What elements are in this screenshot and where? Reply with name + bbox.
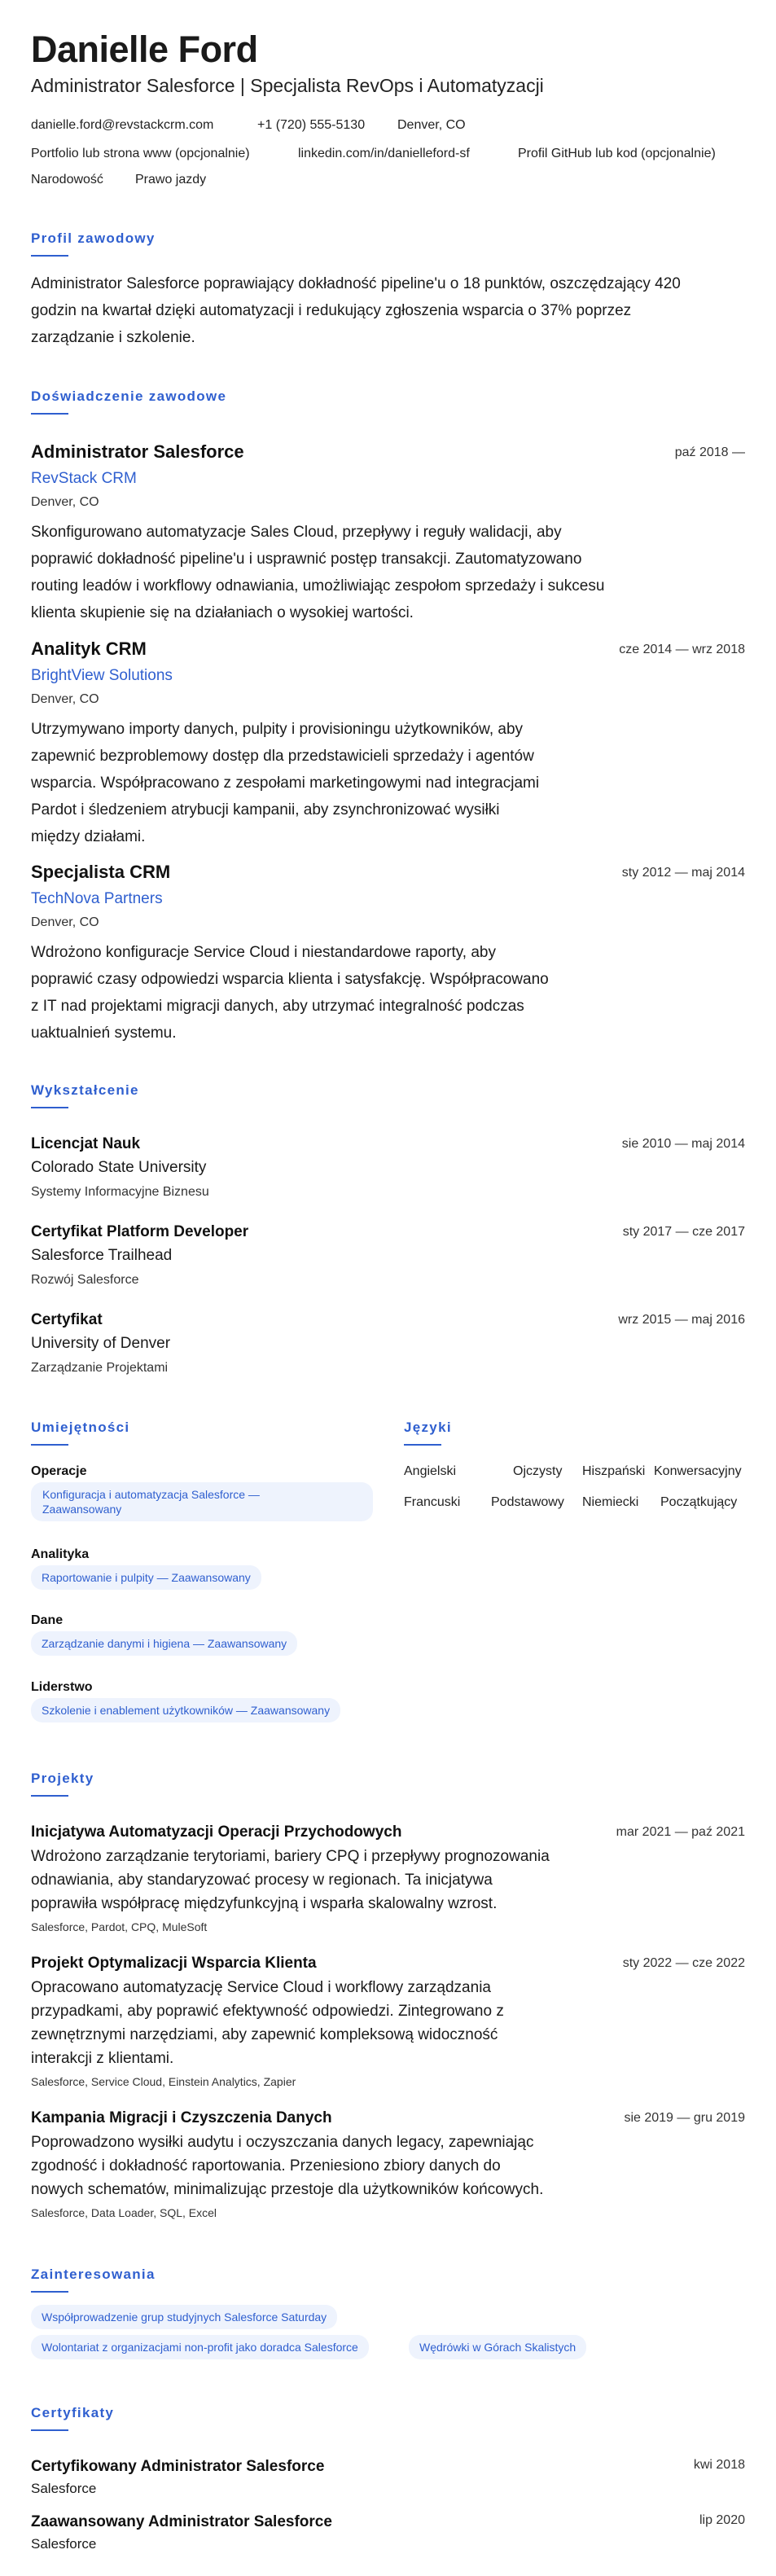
profile-line: godzin na kwartał dzięki automatyzacji i redukujący zgłoszenia wsparcia o 37% poprzez: [31, 302, 632, 319]
certificate-date: kwi 2018: [693, 2458, 745, 2472]
job-title: Administrator Salesforce: [31, 441, 244, 462]
section-title-certificates: Certyfikaty: [31, 2405, 115, 2420]
contact-email[interactable]: danielle.ford@revstackcrm.com: [31, 118, 214, 132]
contact-github[interactable]: Profil GitHub lub kod (opcjonalnie): [518, 147, 716, 160]
education-field: Rozwój Salesforce: [31, 1273, 139, 1287]
education-dates: sie 2010 — maj 2014: [621, 1137, 745, 1151]
job-description-line: Skonfigurowano automatyzacje Sales Cloud, przepływy i reguły walidacji, aby: [31, 524, 562, 541]
certificate-title: Zaawansowany Administrator Salesforce: [31, 2513, 332, 2530]
section-divider: [31, 1795, 68, 1797]
job-description-line: uaktualnień systemu.: [31, 1025, 177, 1042]
certificate-date: lip 2020: [699, 2513, 745, 2527]
section-title-languages: Języki: [404, 1420, 452, 1435]
skill-group-title: Dane: [31, 1613, 64, 1627]
language-name: Niemiecki: [582, 1495, 639, 1509]
job-company: RevStack CRM: [31, 470, 137, 487]
skill-group-title: Operacje: [31, 1464, 87, 1478]
project-dates: sty 2022 — cze 2022: [622, 1956, 745, 1970]
skill-chip-line: Konfiguracja i automatyzacja Salesforce —: [42, 1488, 260, 1501]
project-description-line: interakcji z klientami.: [31, 2050, 174, 2067]
job-description-line: Utrzymywano importy danych, pulpity i provisioningu użytkowników, aby: [31, 721, 524, 738]
job-description-line: zapewnić bezproblemowy dostęp dla przedstawicieli sprzedaży i agentów: [31, 748, 534, 765]
skill-group-title: Liderstwo: [31, 1680, 93, 1694]
profile-line: zarządzanie i szkolenie.: [31, 329, 195, 346]
contact-portfolio[interactable]: Portfolio lub strona www (opcjonalnie): [31, 147, 250, 160]
section-divider: [31, 413, 68, 415]
job-location: Denver, CO: [31, 915, 99, 929]
job-location: Denver, CO: [31, 692, 99, 706]
job-description-line: poprawić dokładność pipeline'u i usprawnić postęp transakcji. Zautomatyzowano: [31, 551, 582, 568]
project-technologies: Salesforce, Service Cloud, Einstein Analytics, Zapier: [31, 2075, 296, 2088]
job-description-line: Pardot i śledzeniem atrybucji kampanii, aby zsynchronizować wysiłki: [31, 801, 500, 818]
job-description-line: wsparcia. Współpracowano z zespołami marketingowymi nad integracjami: [31, 775, 540, 792]
job-company: BrightView Solutions: [31, 667, 173, 684]
project-description-line: Poprowadzono wysiłki audytu i oczyszczania danych legacy, zapewniając: [31, 2134, 534, 2151]
section-title-projects: Projekty: [31, 1771, 94, 1786]
section-title-experience: Doświadczenie zawodowe: [31, 388, 227, 404]
section-title-skills: Umiejętności: [31, 1420, 130, 1435]
education-degree: Certyfikat: [31, 1311, 103, 1328]
contact-phone: +1 (720) 555-5130: [257, 118, 366, 132]
section-title-education: Wykształcenie: [31, 1082, 139, 1098]
skill-chip: [31, 1482, 373, 1521]
candidate-name: Danielle Ford: [31, 29, 258, 70]
project-description-line: nowych schematów, minimalizując przestoje dla użytkowników końcowych.: [31, 2181, 544, 2198]
contact-linkedin[interactable]: linkedin.com/in/danielleford-sf: [298, 147, 470, 160]
profile-line: Administrator Salesforce poprawiający dokładność pipeline'u o 18 punktów, oszczędzający 420: [31, 275, 681, 292]
job-description-line: między działami.: [31, 828, 146, 845]
skill-chip: Zarządzanie danymi i higiena — Zaawansowany: [31, 1631, 297, 1656]
language-level: Początkujący: [660, 1495, 738, 1509]
job-dates: paź 2018 —: [674, 445, 745, 459]
job-description-line: routing leadów i workflowy odnawiania, umożliwiając zespołom sprzedaży i sukcesu: [31, 577, 605, 595]
project-dates: sie 2019 — gru 2019: [624, 2111, 745, 2125]
education-school: Colorado State University: [31, 1159, 207, 1176]
job-dates: cze 2014 — wrz 2018: [619, 643, 745, 656]
language-name: Angielski: [404, 1464, 457, 1478]
certificate-issuer: Salesforce: [31, 2536, 97, 2552]
job-dates: sty 2012 — maj 2014: [621, 866, 745, 880]
project-description-line: Wdrożono zarządzanie terytoriami, bariery CPQ i przepływy prognozowania: [31, 1848, 550, 1865]
job-description-line: z IT nad projektami migracji danych, aby utrzymać integralność podczas: [31, 998, 524, 1015]
language-level: Podstawowy: [491, 1495, 564, 1509]
education-school: University of Denver: [31, 1335, 171, 1352]
education-school: Salesforce Trailhead: [31, 1247, 173, 1264]
interest-chip: Wolontariat z organizacjami non-profit jako doradca Salesforce: [31, 2335, 369, 2359]
section-divider: [31, 255, 68, 257]
section-title-interests: Zainteresowania: [31, 2267, 156, 2282]
project-description-line: odnawiania, aby standaryzować procesy w regionach. Ta inicjatywa: [31, 1872, 493, 1889]
interest-chip: Współprowadzenie grup studyjnych Salesforce Saturday: [31, 2305, 337, 2329]
certificate-title: Certyfikowany Administrator Salesforce: [31, 2458, 325, 2475]
education-field: Systemy Informacyjne Biznesu: [31, 1185, 209, 1199]
project-title: Projekt Optymalizacji Wsparcia Klienta: [31, 1955, 317, 1972]
education-dates: sty 2017 — cze 2017: [622, 1225, 745, 1239]
language-level: Konwersacyjny: [654, 1464, 742, 1478]
job-company: TechNova Partners: [31, 890, 163, 907]
project-description-line: zewnętrznymi narzędziami, aby zapewnić kompleksową widoczność: [31, 2026, 498, 2043]
candidate-headline: Administrator Salesforce | Specjalista RevOps i Automatyzacji: [31, 75, 544, 96]
section-divider: [31, 1107, 68, 1108]
interest-chip: Wędrówki w Górach Skalistych: [409, 2335, 586, 2359]
project-dates: mar 2021 — paź 2021: [616, 1825, 745, 1839]
project-description-line: poprawiła współpracę międzyfunkcyjną i wsparła skalowalny wzrost.: [31, 1895, 498, 1912]
section-divider: [404, 1444, 441, 1446]
section-divider: [31, 2291, 68, 2293]
language-name: Hiszpański: [582, 1464, 646, 1478]
language-level: Ojczysty: [513, 1464, 563, 1478]
project-technologies: Salesforce, Pardot, CPQ, MuleSoft: [31, 1920, 208, 1933]
contact-nationality: Narodowość: [31, 173, 103, 187]
project-technologies: Salesforce, Data Loader, SQL, Excel: [31, 2206, 217, 2219]
job-description-line: Wdrożono konfiguracje Service Cloud i niestandardowe raporty, aby: [31, 944, 497, 961]
project-description-line: Opracowano automatyzację Service Cloud i workflowy zarządzania: [31, 1979, 491, 1996]
skill-group-title: Analityka: [31, 1547, 90, 1561]
education-dates: wrz 2015 — maj 2016: [618, 1313, 745, 1327]
education-field: Zarządzanie Projektami: [31, 1361, 169, 1375]
job-location: Denver, CO: [31, 495, 99, 509]
education-degree: Certyfikat Platform Developer: [31, 1223, 249, 1240]
section-title-profile: Profil zawodowy: [31, 230, 156, 246]
section-divider: [31, 2429, 68, 2431]
skill-chip-line: Zaawansowany: [42, 1503, 122, 1516]
skill-chip: Raportowanie i pulpity — Zaawansowany: [31, 1565, 261, 1590]
contact-location: Denver, CO: [397, 118, 466, 132]
contact-license: Prawo jazdy: [135, 173, 207, 187]
language-name: Francuski: [404, 1495, 461, 1509]
section-divider: [31, 1444, 68, 1446]
job-description-line: poprawić czasy odpowiedzi wsparcia klienta i satysfakcję. Współpracowano: [31, 971, 549, 988]
project-description-line: przypadkami, aby poprawić efektywność odpowiedzi. Zintegrowano z: [31, 2003, 504, 2020]
project-description-line: zgodność i dokładność raportowania. Przeniesiono zbiory danych do: [31, 2157, 501, 2174]
certificate-issuer: Salesforce: [31, 2481, 97, 2496]
project-title: Kampania Migracji i Czyszczenia Danych: [31, 2109, 332, 2126]
job-description-line: klienta skupienie się na działaniach o wysokiej wartości.: [31, 604, 414, 621]
project-title: Inicjatywa Automatyzacji Operacji Przychodowych: [31, 1823, 402, 1841]
education-degree: Licencjat Nauk: [31, 1135, 141, 1152]
job-title: Analityk CRM: [31, 639, 147, 659]
skill-chip: Szkolenie i enablement użytkowników — Zaawansowany: [31, 1698, 340, 1722]
job-title: Specjalista CRM: [31, 862, 171, 882]
